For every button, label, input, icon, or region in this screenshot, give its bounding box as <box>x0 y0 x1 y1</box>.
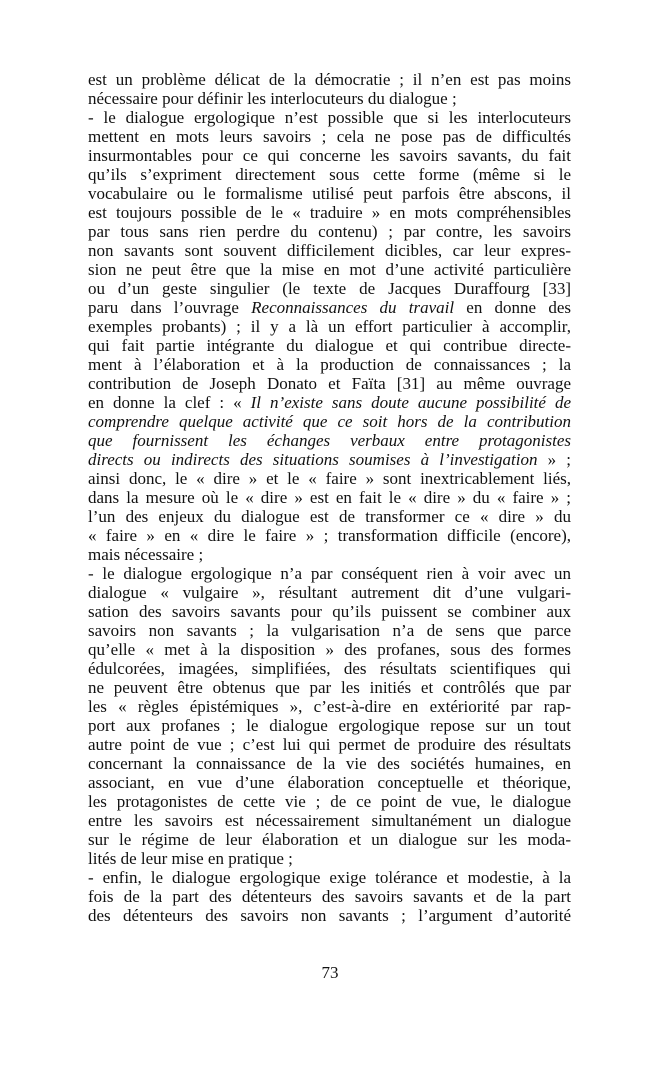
text-segment: ou d’un geste singulier (le texte de Jacques Duraffourg [33] <box>88 279 571 298</box>
text-segment: non savants sont souvent difficilement dicibles, car leur expres- <box>88 241 571 260</box>
text-line <box>88 431 571 450</box>
text-segment: lités de leur mise en pratique ; <box>88 849 293 868</box>
text-segment: exemples probants) ; il y a là un effort particulier à accomplir, <box>88 317 571 336</box>
text-line <box>88 298 571 317</box>
text-segment: les « règles épistémiques », c’est-à-dire en extériorité par rap- <box>88 697 571 716</box>
text-line <box>88 317 571 336</box>
text-line <box>88 849 571 868</box>
text-line <box>88 754 571 773</box>
text-line <box>88 393 571 412</box>
text-segment: savoirs non savants ; la vulgarisation n’a de sens que parce <box>88 621 571 640</box>
text-line <box>88 830 571 849</box>
text-line <box>88 355 571 374</box>
text-segment: des détenteurs des savoirs non savants ; l’argument d’autorité <box>88 906 571 925</box>
text-line <box>88 526 571 545</box>
text-segment: sation des savoirs savants pour qu’ils puissent se combiner aux <box>88 602 571 621</box>
text-segment: associant, en vue d’une élaboration conceptuelle et théorique, <box>88 773 571 792</box>
text-segment: édulcorées, imagées, simplifiées, des résultats scientifiques qui <box>88 659 571 678</box>
text-segment: les protagonistes de cette vie ; de ce point de vue, le dialogue <box>88 792 571 811</box>
text-line <box>88 260 571 279</box>
text-line <box>88 146 571 165</box>
text-line <box>88 279 571 298</box>
text-segment: en donne des <box>454 298 571 317</box>
text-segment: ment à l’élaboration et à la production de connaissances ; la <box>88 355 571 374</box>
text-segment: ne peuvent être obtenus que par les initiés et contrôlés que par <box>88 678 571 697</box>
text-line <box>88 450 571 469</box>
text-line <box>88 108 571 127</box>
text-segment: nécessaire pour définir les interlocuteurs du dialogue ; <box>88 89 457 108</box>
text-line <box>88 716 571 735</box>
text-segment: sur le régime de leur élaboration et un dialogue sur les moda- <box>88 830 571 849</box>
text-line <box>88 602 571 621</box>
text-line <box>88 906 571 925</box>
text-line <box>88 70 571 89</box>
text-line <box>88 412 571 431</box>
text-line <box>88 564 571 583</box>
text-segment: qu’ils s’expriment directement sous cette forme (même si le <box>88 165 571 184</box>
text-segment: qu’elle « met à la disposition » des profanes, sous des formes <box>88 640 571 659</box>
text-line <box>88 887 571 906</box>
text-line <box>88 659 571 678</box>
text-segment: sion ne peut être que la mise en mot d’une activité particulière <box>88 260 571 279</box>
text-segment: concernant la connaissance de la vie des sociétés humaines, en <box>88 754 571 773</box>
text-segment: par tous sans rien perdre du contenu) ; par contre, les savoirs <box>88 222 571 241</box>
text-line <box>88 507 571 526</box>
body-text <box>88 70 571 925</box>
text-segment: l’un des enjeux du dialogue est de transformer ce « dire » du <box>88 507 571 526</box>
text-line <box>88 868 571 887</box>
text-segment: entre les savoirs est nécessairement simultanément un dialogue <box>88 811 571 830</box>
text-line <box>88 697 571 716</box>
page-number: 73 <box>321 963 339 982</box>
italic-text-segment: que fournissent les échanges verbaux entre protagonistes <box>88 431 571 450</box>
text-segment: dans la mesure où le « dire » est en fait le « dire » du « faire » ; <box>88 488 571 507</box>
text-line <box>88 583 571 602</box>
text-segment: insurmontables pour ce qui concerne les savoirs savants, du fait <box>88 146 571 165</box>
text-segment: est toujours possible de le « traduire » en mots compréhensibles <box>88 203 571 222</box>
text-segment: » ; <box>537 450 571 469</box>
text-line <box>88 735 571 754</box>
text-segment: est un problème délicat de la démocratie ; il n’en est pas moins <box>88 70 571 89</box>
text-segment: « faire » en « dire le faire » ; transformation difficile (encore), <box>88 526 571 545</box>
text-line <box>88 241 571 260</box>
text-segment: vocabulaire ou le formalisme utilisé peut parfois être abscons, il <box>88 184 571 203</box>
text-line <box>88 374 571 393</box>
text-segment: - enfin, le dialogue ergologique exige tolérance et modestie, à la <box>88 868 571 887</box>
text-segment: - le dialogue ergologique n’a par conséquent rien à voir avec un <box>88 564 571 583</box>
text-line <box>88 165 571 184</box>
text-line <box>88 621 571 640</box>
text-line <box>88 811 571 830</box>
text-segment: qui fait partie intégrante du dialogue et qui contribue directe- <box>88 336 571 355</box>
italic-text-segment: comprendre quelque activité que ce soit hors de la contribution <box>88 412 571 431</box>
text-line <box>88 488 571 507</box>
text-segment: - le dialogue ergologique n’est possible que si les interlocuteurs <box>88 108 571 127</box>
text-line <box>88 640 571 659</box>
text-line <box>88 792 571 811</box>
text-segment: fois de la part des détenteurs des savoirs savants et de la part <box>88 887 571 906</box>
text-line <box>88 336 571 355</box>
italic-text-segment: Reconnaissances du travail <box>251 298 455 317</box>
italic-text-segment: Il n’existe sans doute aucune possibilité de <box>250 393 571 412</box>
text-segment: port aux profanes ; le dialogue ergologique repose sur un tout <box>88 716 571 735</box>
text-segment: mais nécessaire ; <box>88 545 204 564</box>
text-line <box>88 222 571 241</box>
text-segment: autre point de vue ; c’est lui qui permet de produire des résultats <box>88 735 571 754</box>
text-segment: mettent en mots leurs savoirs ; cela ne pose pas de difficultés <box>88 127 571 146</box>
text-line <box>88 773 571 792</box>
text-segment: ainsi donc, le « dire » et le « faire » sont inextricablement liés, <box>88 469 571 488</box>
text-segment: dialogue « vulgaire », résultant autrement dit d’une vulgari- <box>88 583 571 602</box>
text-line <box>88 678 571 697</box>
text-segment: contribution de Joseph Donato et Faïta [31] au même ouvrage <box>88 374 571 393</box>
text-line <box>88 127 571 146</box>
text-line <box>88 545 571 564</box>
text-line <box>88 469 571 488</box>
italic-text-segment: directs ou indirects des situations soumises à l’investigation <box>88 450 538 469</box>
text-line <box>88 184 571 203</box>
text-segment: paru dans l’ouvrage <box>88 298 252 317</box>
text-segment: en donne la clef : « <box>88 393 251 412</box>
text-line <box>88 89 571 108</box>
text-line <box>88 203 571 222</box>
